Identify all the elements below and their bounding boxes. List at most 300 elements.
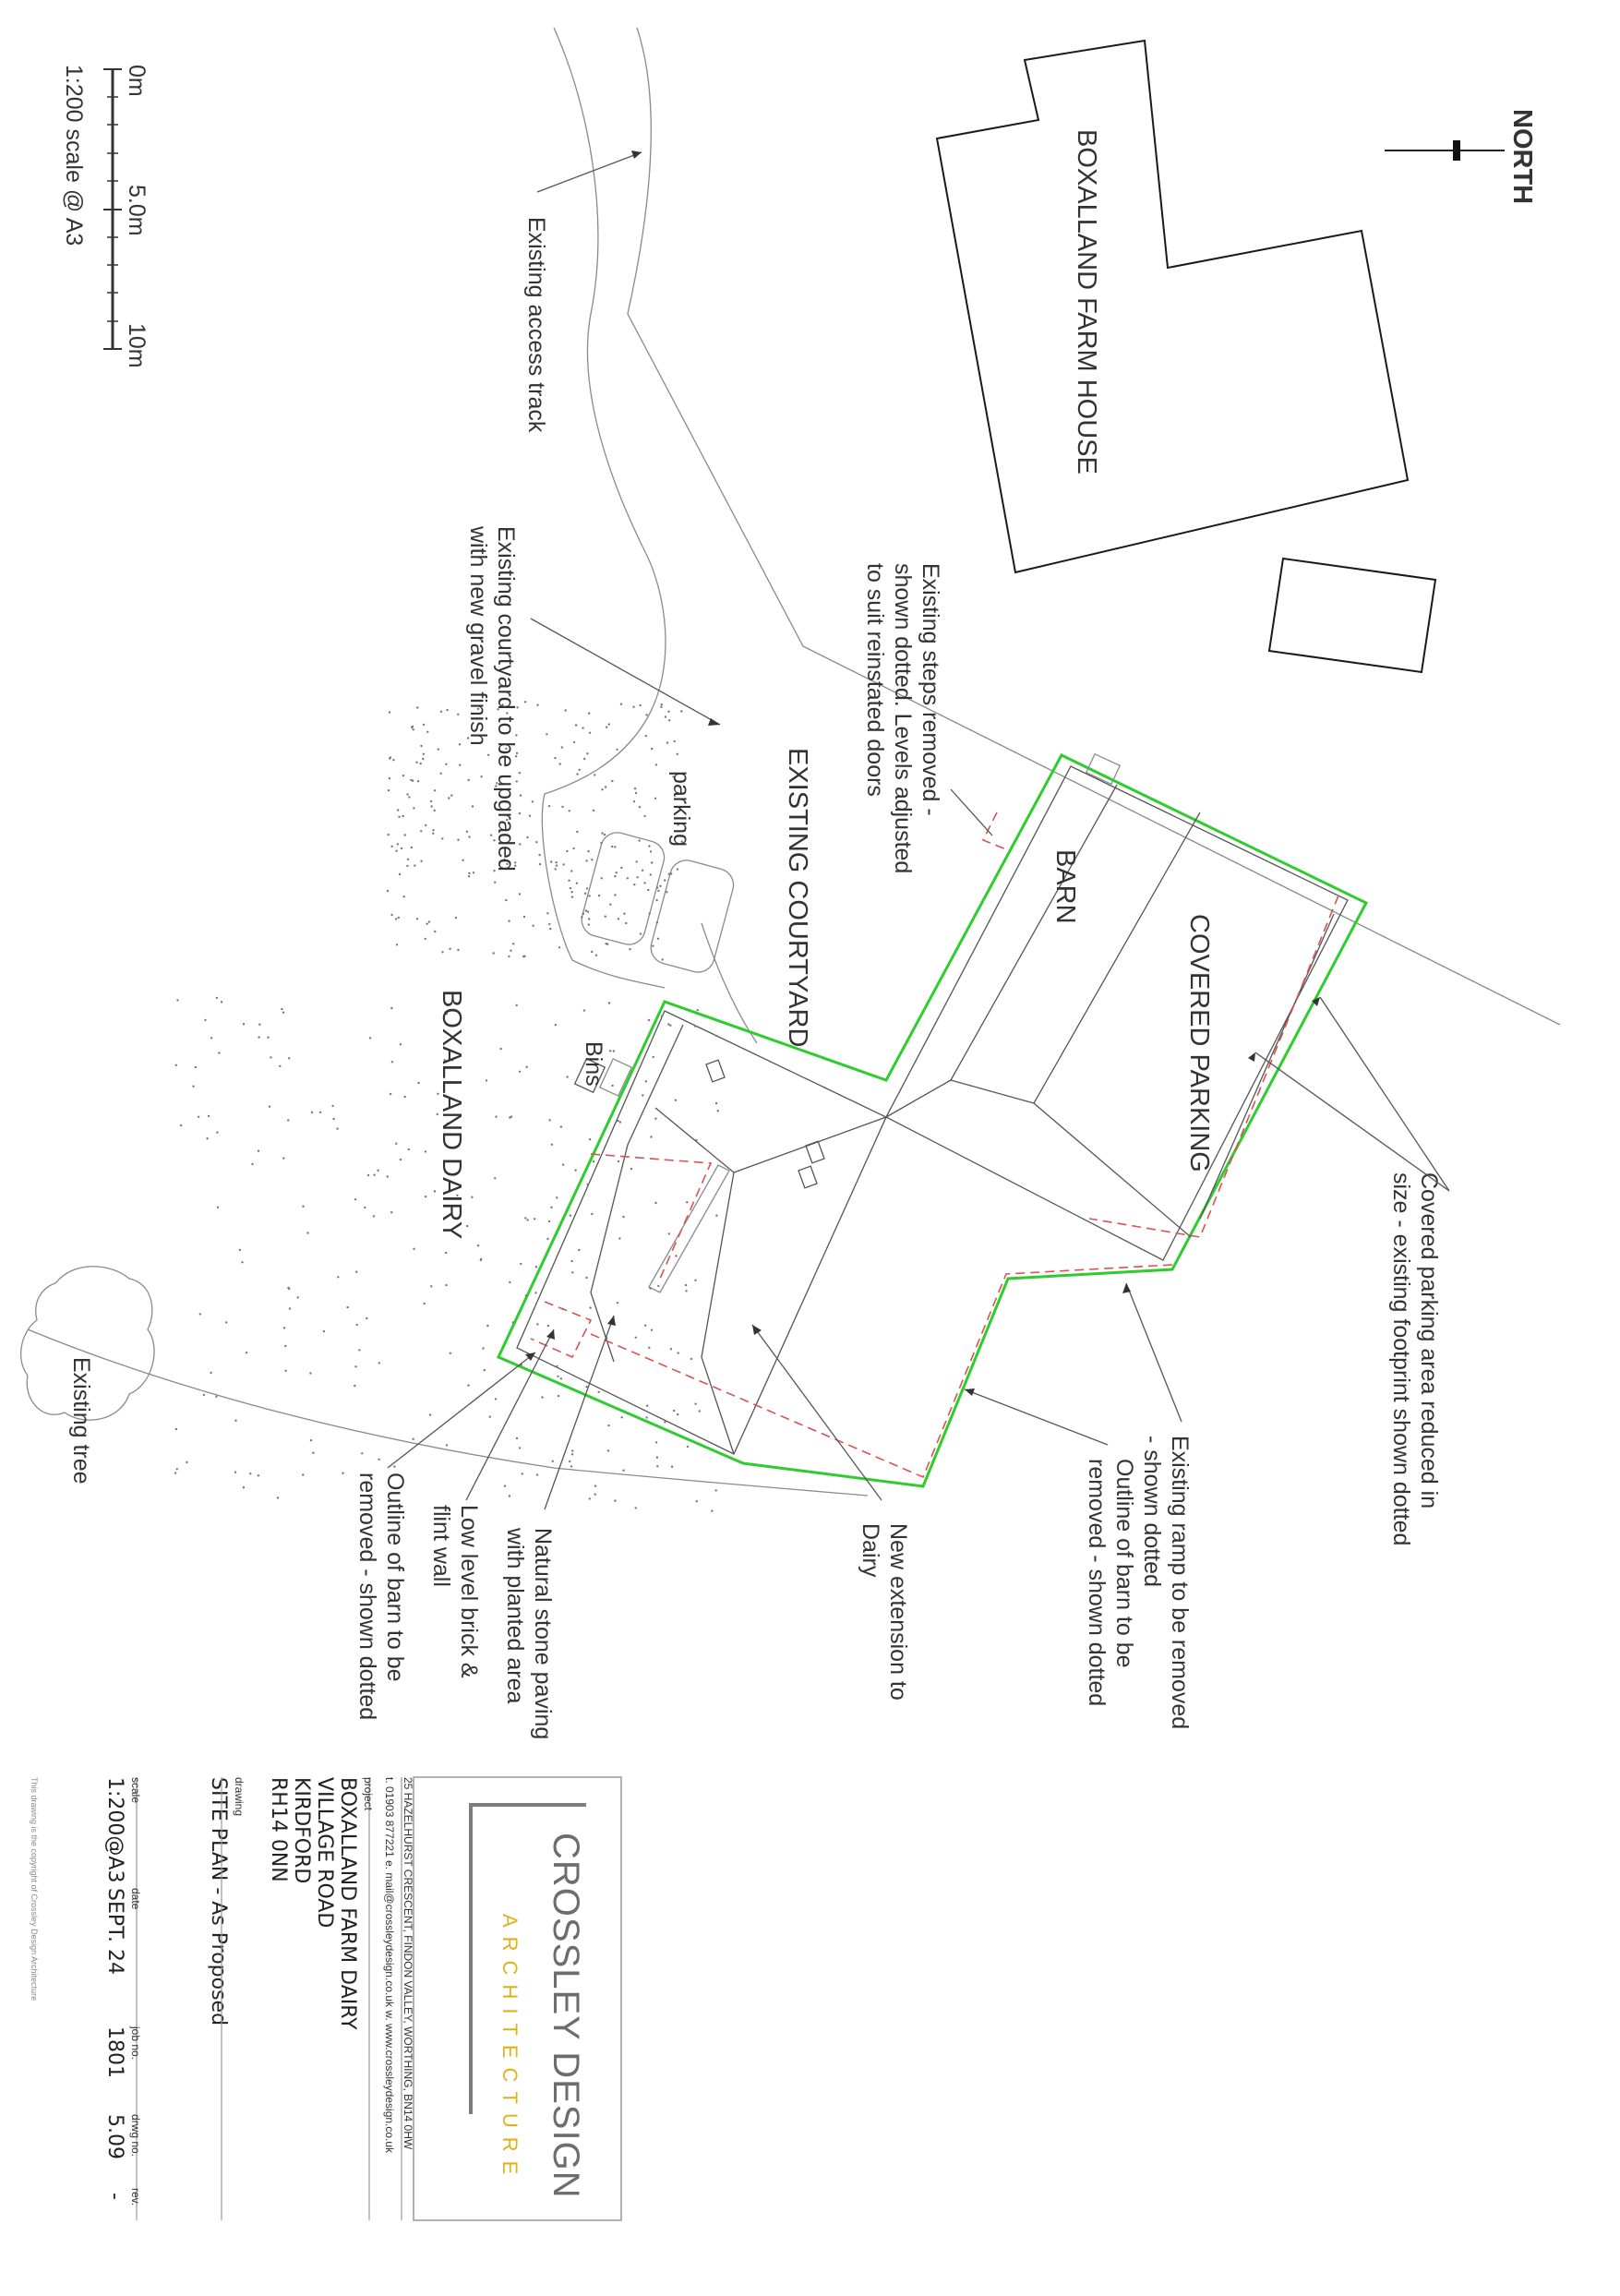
stipple-dot: [482, 1347, 484, 1349]
stipple-dot: [579, 769, 581, 771]
stipple-dot: [532, 925, 534, 927]
stipple-dot: [434, 931, 436, 932]
stipple-dot: [675, 1255, 677, 1256]
stipple-dot: [510, 950, 511, 952]
flint-wall-line1: Low level brick &: [456, 1505, 482, 1678]
stipple-dot: [516, 1004, 518, 1006]
stipple-dot: [622, 1216, 624, 1218]
stipple-dot: [490, 835, 492, 836]
project-line-3: KIRDFORD: [290, 1777, 313, 1884]
stipple-dot: [473, 872, 474, 873]
stipple-dot: [657, 938, 659, 940]
stipple-dot: [620, 703, 622, 705]
stipple-dot: [666, 741, 668, 743]
stipple-dot: [336, 1127, 338, 1129]
stipple-dot: [571, 1453, 573, 1455]
stipple-dot: [627, 877, 629, 879]
stipple-dot: [241, 1261, 243, 1263]
stipple-dot: [587, 911, 589, 913]
north-arrow: [1385, 109, 1537, 204]
stipple-dot: [575, 724, 577, 726]
stipple-dot: [548, 805, 550, 807]
stipple-dot: [337, 1276, 339, 1278]
stipple-dot: [656, 921, 658, 923]
stipple-dot: [666, 891, 667, 893]
stipple-dot: [420, 830, 422, 832]
stipple-dot: [549, 928, 551, 930]
stipple-dot: [525, 1294, 527, 1296]
farmhouse: [937, 41, 1435, 672]
stipple-dot: [195, 1066, 197, 1068]
stipple-dot: [570, 1465, 572, 1467]
stipple-dot: [669, 1025, 671, 1027]
stipple-dot: [267, 1037, 269, 1039]
stipple-dot: [342, 1473, 343, 1474]
stipple-dot: [571, 891, 573, 893]
stipple-dot: [258, 1150, 259, 1152]
stipple-dot: [621, 1416, 623, 1418]
stipple-dot: [526, 836, 528, 838]
stipple-dot: [670, 872, 672, 874]
ramp-note-line2: - shown dotted: [1139, 1436, 1165, 1587]
stipple-dot: [377, 1170, 378, 1172]
stipple-dot: [571, 1271, 573, 1273]
stipple-dot: [620, 867, 622, 869]
stipple-dot: [616, 872, 618, 873]
stipple-dot: [594, 774, 595, 775]
existing-tree-label: Existing tree: [68, 1357, 94, 1485]
stipple-dot: [432, 829, 434, 831]
stipple-dot: [546, 1238, 548, 1240]
stipple-dot: [516, 1437, 518, 1439]
stipple-dot: [614, 1499, 616, 1501]
stipple-dot: [389, 711, 390, 713]
logo-crossley-design: CROSSLEY DESIGN: [546, 1833, 586, 2199]
stipple-dot: [664, 879, 666, 881]
stipple-dot: [614, 894, 616, 896]
stipple-dot: [445, 763, 447, 765]
stipple-dot: [251, 1163, 253, 1165]
stipple-dot: [210, 1372, 211, 1374]
stipple-dot: [398, 816, 400, 818]
annotations: [354, 217, 1442, 1739]
stipple-dot: [653, 1056, 654, 1058]
stipple-dot: [459, 743, 461, 745]
stipple-dot: [655, 899, 657, 901]
value-rev: -: [103, 2193, 126, 2200]
stipple-dot: [562, 1308, 564, 1310]
stipple-dot: [425, 938, 426, 940]
barn-roof: [886, 754, 1348, 1260]
stipple-dot: [395, 850, 397, 852]
dairy-roof: [517, 1011, 886, 1454]
stipple-dot: [589, 732, 591, 734]
stipple-dot: [361, 1452, 363, 1454]
stipple-dot: [618, 1160, 619, 1162]
stipple-dot: [651, 1329, 653, 1331]
stipple-dot: [570, 887, 571, 889]
stipple-dot: [284, 1370, 286, 1372]
stipple-dot: [505, 899, 507, 901]
stipple-dot: [277, 1497, 279, 1498]
stipple-dot: [539, 863, 541, 865]
stipple-dot: [618, 918, 619, 920]
stipple-dot: [576, 883, 578, 884]
stipple-dot: [283, 1327, 285, 1328]
access-track-label: Existing access track: [523, 217, 549, 433]
stipple-dot: [234, 1420, 236, 1422]
title-block: [30, 1777, 621, 2220]
stipple-dot: [649, 1287, 651, 1289]
stipple-dot: [674, 740, 676, 742]
stipple-dot: [546, 733, 547, 735]
stipple-dot: [552, 1461, 554, 1462]
stipple-dot: [625, 922, 627, 924]
stipple-dot: [694, 1025, 696, 1027]
stipple-dot: [588, 923, 590, 925]
stipple-dot: [538, 854, 540, 856]
stipple-dot: [522, 1473, 523, 1474]
stipple-dot: [600, 842, 602, 844]
stipple-dot: [548, 1119, 550, 1121]
stipple-dot: [438, 748, 439, 750]
stipple-dot: [668, 873, 670, 875]
header-job-no: job no.: [129, 2026, 142, 2061]
stipple-dot: [605, 943, 606, 944]
stipple-dot: [650, 850, 652, 852]
stipple-dot: [346, 1306, 348, 1308]
stipple-dot: [416, 918, 418, 920]
stipple-dot: [270, 1056, 271, 1058]
stipple-dot: [413, 807, 414, 809]
stipple-dot: [680, 710, 682, 712]
stipple-dot: [243, 1486, 245, 1488]
stipple-dot: [486, 1325, 488, 1327]
drawing-label: drawing: [233, 1777, 246, 1817]
stipple-dot: [204, 1019, 206, 1021]
stipple-dot: [566, 850, 568, 852]
stipple-dot: [176, 999, 178, 1001]
stipple-dot: [715, 1035, 717, 1037]
stipple-dot: [440, 773, 442, 775]
stipple-dot: [588, 918, 590, 920]
stipple-dot: [400, 1159, 402, 1160]
value-drwg-no: 5.09: [103, 2114, 126, 2159]
stipple-dot: [657, 890, 659, 892]
stipple-dot: [366, 1317, 367, 1319]
stipple-dot: [524, 1217, 526, 1219]
stipple-dot: [664, 1421, 666, 1423]
stipple-dot: [449, 948, 450, 950]
stipple-dot: [395, 1143, 397, 1145]
stipple-dot: [588, 713, 590, 715]
stipple-dot: [645, 1416, 647, 1418]
stipple-dot: [430, 800, 432, 802]
stipple-dot: [591, 1213, 593, 1215]
stipple-dot: [413, 728, 414, 730]
stipple-dot: [607, 1449, 609, 1451]
stipple-dot: [675, 1100, 677, 1101]
stipple-dot: [548, 1220, 550, 1222]
stipple-dot: [645, 1080, 647, 1082]
stipple-dot: [609, 904, 611, 906]
stipple-dot: [572, 847, 574, 849]
stipple-dot: [414, 864, 415, 866]
stipple-dot: [369, 1037, 371, 1039]
stipple-dot: [654, 798, 656, 799]
scale-tick-5: 5.0m: [124, 185, 150, 236]
stipple-dot: [556, 864, 558, 866]
stipple-dot: [420, 763, 422, 764]
stipple-dot: [480, 1258, 482, 1260]
stipple-dot: [561, 806, 563, 808]
stipple-dot: [648, 845, 650, 847]
stipple-dot: [648, 1019, 650, 1021]
stipple-dot: [420, 745, 422, 747]
stipple-dot: [541, 1396, 543, 1398]
stipple-dot: [601, 832, 603, 834]
stipple-dot: [687, 1446, 689, 1448]
stipple-dot: [581, 916, 582, 918]
stipple-dot: [668, 1232, 670, 1234]
stipple-dot: [441, 837, 443, 839]
stipple-dot: [416, 706, 418, 708]
stipple-dot: [604, 834, 606, 835]
stipple-dot: [457, 714, 459, 715]
stipple-dot: [378, 1459, 379, 1461]
stipple-dot: [422, 758, 424, 760]
stipple-dot: [587, 850, 589, 852]
stipple-dot: [576, 773, 578, 775]
stipple-dot: [529, 815, 531, 817]
stipple-dot: [534, 1292, 536, 1293]
stipple-dot: [508, 956, 510, 957]
stipple-dot: [373, 1174, 375, 1176]
stipple-dot: [606, 727, 607, 728]
stipple-dot: [654, 1202, 656, 1204]
stipple-dot: [569, 1461, 570, 1462]
stipple-dot: [417, 1082, 419, 1084]
header-rev: rev.: [129, 2188, 142, 2206]
stipple-dot: [526, 1066, 528, 1068]
stipple-dot: [556, 861, 558, 863]
stipple-dot: [440, 711, 442, 713]
existing-footprint-dotted: [531, 812, 1338, 1477]
stipple-dot: [655, 1441, 657, 1443]
stipple-dot: [611, 846, 613, 847]
stipple-dot: [441, 951, 443, 953]
stipple-dot: [671, 1466, 673, 1468]
stipple-dot: [215, 1396, 217, 1398]
stipple-dot: [635, 792, 637, 794]
stipple-dot: [388, 834, 390, 835]
stipple-dot: [402, 815, 404, 817]
stipple-dot: [535, 1266, 537, 1268]
stipple-dot: [387, 890, 389, 892]
stipple-dot: [302, 1206, 304, 1208]
stipple-dot: [180, 1124, 182, 1126]
parking-label: parking: [668, 771, 694, 847]
stipple-dot: [468, 875, 470, 877]
stipple-dot: [306, 1232, 308, 1233]
stipple-dot: [487, 754, 489, 756]
stipple-dot: [654, 1118, 656, 1120]
stipple-dot: [288, 1057, 290, 1059]
stipple-dot: [249, 1473, 251, 1474]
stipple-dot: [519, 1447, 521, 1449]
stipple-dot: [686, 1201, 688, 1203]
stipple-dot: [175, 1064, 177, 1066]
steps-line1: Existing steps removed -: [918, 563, 943, 816]
stipple-dot: [455, 917, 457, 919]
stipple-dot: [563, 863, 565, 865]
stipple-dot: [635, 1337, 637, 1339]
stipple-dot: [601, 788, 603, 790]
stipple-dot: [434, 1190, 436, 1192]
stipple-dot: [585, 909, 587, 911]
stipple-dot: [390, 846, 392, 847]
stipple-dot: [393, 1465, 395, 1467]
stipple-dot: [617, 1302, 618, 1304]
stipple-dot: [510, 1115, 512, 1117]
stipple-dot: [397, 843, 399, 845]
stipple-dot: [667, 1023, 669, 1025]
steps-line2: shown dotted. Levels adjusted: [890, 563, 916, 874]
stipple-dot: [598, 1391, 600, 1393]
stipple-dot: [594, 1494, 596, 1496]
stipple-dot: [715, 1215, 717, 1217]
stipple-dot: [584, 893, 586, 895]
stipple-dot: [699, 1410, 701, 1412]
stipple-dot: [410, 779, 412, 781]
value-date: SEPT. 24: [103, 1888, 126, 1975]
stipple-dot: [216, 1132, 218, 1134]
stipple-dot: [413, 1438, 414, 1440]
stipple-dot: [480, 775, 482, 777]
stipple-dot: [605, 916, 606, 918]
stipple-dot: [650, 873, 652, 875]
stipple-dot: [645, 714, 647, 715]
stipple-dot: [570, 870, 572, 872]
stipple-dot: [662, 958, 664, 960]
stipple-dot: [547, 1325, 549, 1327]
stipple-dot: [287, 1119, 289, 1121]
stipple-dot: [554, 757, 556, 759]
stipple-dot: [279, 1065, 281, 1067]
stipple-dot: [647, 889, 649, 891]
stipple-dot: [595, 955, 597, 956]
scale-caption: 1:200 scale @ A3: [61, 65, 87, 246]
stipple-dot: [614, 846, 616, 847]
stipple-dot: [446, 709, 448, 711]
stipple-dot: [408, 796, 410, 798]
stipple-dot: [535, 841, 537, 843]
stipple-dot: [678, 1352, 679, 1353]
stipple-dot: [198, 1116, 199, 1118]
farmhouse-label: BOXALLAND FARM HOUSE: [1072, 129, 1101, 475]
stipple-dot: [536, 1473, 538, 1475]
stipple-dot: [561, 746, 563, 748]
stipple-dot: [471, 1196, 473, 1198]
new-extension-line1: New extension to: [885, 1523, 911, 1701]
flint-wall-line2: flint wall: [428, 1505, 454, 1587]
stipple-dot: [566, 1076, 568, 1077]
stipple-dot: [562, 1163, 564, 1165]
stipple-dot: [677, 1413, 678, 1415]
stipple-dot: [524, 701, 526, 703]
stipple-dot: [526, 1219, 528, 1220]
stipple-dot: [302, 1473, 304, 1475]
stipple-dot: [450, 1352, 451, 1354]
stipple-dot: [611, 1085, 613, 1087]
stipple-dot: [426, 731, 428, 733]
stipple-dot: [210, 1037, 212, 1039]
scale-tick-0: 0m: [124, 65, 150, 97]
stipple-dot: [243, 1023, 245, 1025]
stipple-dot: [412, 726, 414, 727]
stipple-dot: [656, 886, 658, 888]
stipple-dot: [633, 884, 635, 885]
stipple-dot: [323, 1330, 325, 1332]
stipple-dot: [548, 923, 550, 925]
stipple-dot: [556, 1365, 558, 1367]
stipple-dot: [432, 833, 434, 835]
stipple-dot: [445, 1252, 447, 1254]
stipple-dot: [651, 748, 653, 750]
stipple-dot: [319, 1112, 321, 1113]
stipple-dot: [520, 794, 522, 796]
stipple-dot: [622, 1470, 624, 1472]
ramp-note-line1: Existing ramp to be removed: [1167, 1436, 1193, 1730]
stipple-dot: [284, 1345, 286, 1347]
barn-outline-b-line2: removed - shown dotted: [354, 1473, 380, 1721]
stipple-dot: [355, 1271, 357, 1273]
stipple-dot: [617, 1120, 618, 1122]
value-scale: 1:200@A3: [103, 1777, 126, 1883]
stipple-dot: [373, 1215, 375, 1217]
stipple-dot: [401, 847, 402, 849]
stipple-dot: [282, 1012, 284, 1014]
stipple-dot: [583, 1009, 585, 1011]
stipple-dot: [646, 1405, 648, 1407]
stipple-dot: [589, 1497, 591, 1499]
stipple-dot: [571, 1449, 573, 1451]
stipple-dot: [423, 753, 425, 755]
stipple-dot: [519, 1071, 521, 1073]
stipple-dot: [619, 1121, 621, 1123]
stipple-dot: [397, 809, 399, 811]
parking-bays: [578, 829, 737, 976]
stipple-dot: [446, 1444, 448, 1446]
site-boundary: [498, 755, 1366, 1486]
stipple-dot: [648, 1347, 650, 1349]
stipple-dot: [558, 946, 560, 948]
stipple-dot: [578, 1249, 580, 1251]
courtyard-upgrade-line2: with new gravel finish: [465, 526, 491, 746]
stipple-dot: [657, 1285, 659, 1287]
stipple-dot: [282, 1157, 284, 1159]
stipple-dot: [598, 895, 600, 896]
stipple-dot: [550, 860, 552, 862]
stipple-dot: [468, 835, 470, 837]
stipple-dot: [585, 859, 587, 861]
stipple-dot: [489, 1416, 491, 1418]
project-label: project: [362, 1777, 375, 1811]
stipple-dot: [569, 810, 570, 811]
stipple-dot: [594, 1485, 596, 1486]
stipple-dot: [434, 810, 436, 811]
stipple-dot: [685, 1290, 687, 1292]
